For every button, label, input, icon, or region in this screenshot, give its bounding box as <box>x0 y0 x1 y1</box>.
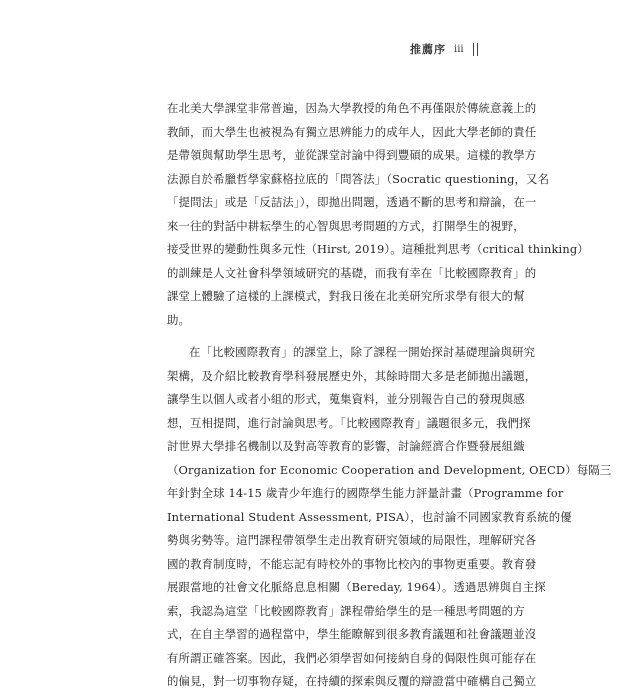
text-line: 國的教育制度時，不能忘記有時校外的事物比校內的事物更重要。教育發 <box>167 556 537 571</box>
text-line: 在「比較國際教育」的課堂上，除了課程一開始探討基礎理論與研究 <box>189 345 536 359</box>
page-number: iii <box>454 43 464 55</box>
text-line: 年針對全球 14-15 歲青少年進行的國際學生能力評量計畫（Programme for <box>167 486 564 500</box>
running-head <box>410 41 520 57</box>
text-line: 「提問法」或是「反詰法」），即拋出問題，透過不斷的思考和辯論，在一 <box>167 195 537 209</box>
text-line: 助。 <box>167 312 191 327</box>
text-line: 來一往的對話中耕耘學生的心智與思考問題的方式，打開學生的視野， <box>167 218 525 233</box>
section-title: 推薦序 <box>410 43 446 56</box>
text-line: 法源自於希臘哲學家蘇格拉底的「問答法」（Socratic questioning，又名 <box>167 171 550 186</box>
text-line: 討世界大學排名機制以及對高等教育的影響，討論經濟合作暨發展組織 <box>167 439 525 453</box>
header-rule-thin <box>477 43 478 56</box>
text-line: 有所謂正確答案。因此，我們必須學習如何接納自身的侷限性與可能存在 <box>167 650 537 665</box>
text-line: （Organization for Economic Cooperation and Development, OECD）每隔三 <box>167 462 612 477</box>
text-line: 課堂上體驗了這樣的上課模式，對我日後在北美研究所求學有很大的幫 <box>167 289 525 303</box>
paragraph-1 <box>167 97 589 332</box>
text-line: 接受世界的變動性與多元性（Hirst, 2019）。這種批判思考（critical thinking） <box>167 242 589 256</box>
body-text <box>167 97 612 694</box>
header-rule-thick <box>473 43 474 56</box>
text-line: 想，互相提問，進行討論與思考。「比較國際教育」議題很多元，我們探 <box>167 415 531 430</box>
text-line: International Student Assessment, PISA），也討論不同國家教育系統的優 <box>167 509 572 524</box>
paragraph-spacer <box>167 332 499 341</box>
text-line: 讓學生以個人或者小組的形式，蒐集資料，並分別報告自己的發現與感 <box>167 392 525 406</box>
text-line: 在北美大學課堂非常普遍，因為大學教授的角色不再僅限於傳統意義上的 <box>167 101 537 115</box>
text-line: 教師，而大學生也被視為有獨立思辨能力的成年人，因此大學老師的責任 <box>167 124 537 139</box>
text-line: 索，我認為這堂「比較國際教育」課程帶給學生的是一種思考問題的方 <box>167 603 525 618</box>
text-line: 架構，及介紹比較教育學科發展歷史外，其餘時間大多是老師拋出議題， <box>167 368 537 383</box>
text-line: 勢與劣勢等。這門課程帶領學生走出教育研究領域的局限性，理解研究各 <box>167 533 537 547</box>
text-line: 的訓練是人文社會科學領域研究的基礎，而我有幸在「比較國際教育」的 <box>167 265 537 280</box>
paragraph-2 <box>167 341 612 694</box>
text-line: 的偏見，對一切事物存疑，在持續的探索與反覆的辯證當中確構自己獨立 <box>167 674 537 688</box>
text-line: 式，在自主學習的過程當中，學生能瞭解到很多教育議題和社會議題並沒 <box>167 627 537 641</box>
text-line: 是帶領與幫助學生思考，並從課堂討論中得到豐碩的成果。這樣的教學方 <box>167 148 537 162</box>
text-line: 展跟當地的社會文化脈絡息息相關（Bereday, 1964）。透過思辨與自主探 <box>167 580 546 594</box>
